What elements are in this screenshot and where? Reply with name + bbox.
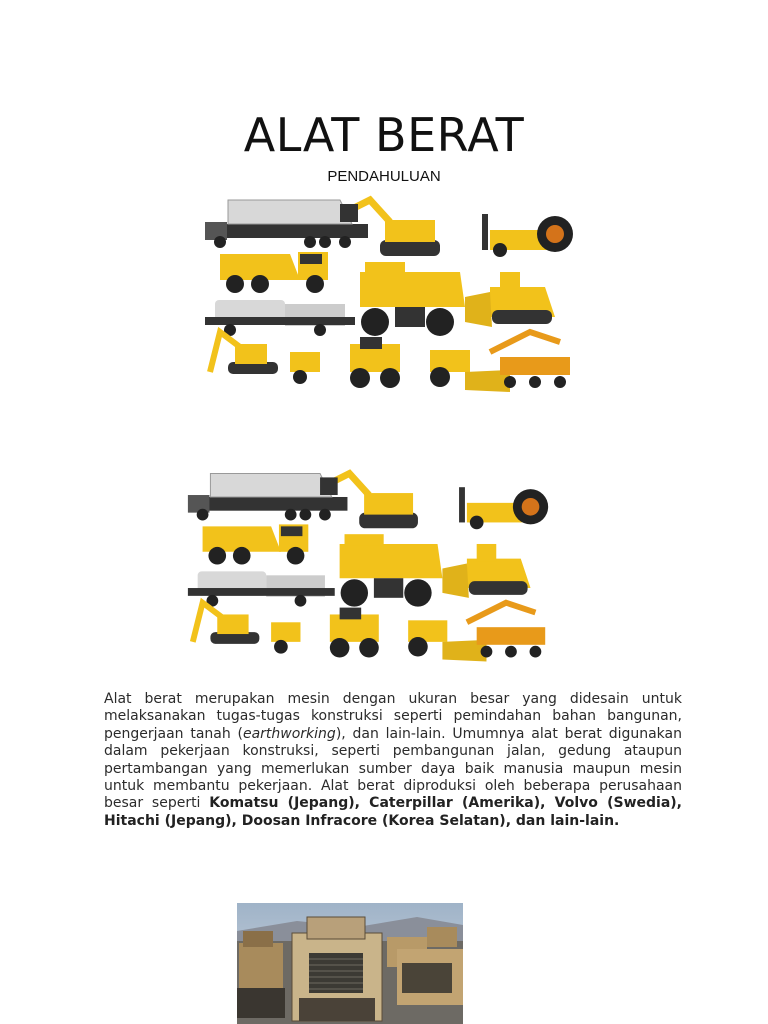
italic-term: earthworking	[242, 725, 336, 742]
heavy-equipment-collage	[200, 192, 580, 397]
intro-paragraph	[104, 691, 682, 830]
paragraph-text: ), dan lain-lain. Umumnya alat berat digunakan dalam pekerjaan konstruksi, seperti pembangunan jalan, gedung ataupun pertambangan yang memerlukan sumber daya baik manusia maupun mesin untuk membantu pekerjaan. Alat berat diproduksi oleh beberapa perusahaan besar seperti	[104, 725, 682, 812]
bulldozer-yard-photo	[237, 903, 463, 1024]
heavy-equipment-collage	[183, 461, 555, 671]
document-title: ALAT BERAT	[243, 108, 525, 162]
manufacturer-list: Komatsu (Jepang), Caterpillar (Amerika), Volvo (Swedia), Hitachi (Jepang), Doosan Infracore (Korea Selatan), dan lain-lain.	[104, 795, 682, 829]
paragraph-text: Alat berat merupakan mesin dengan ukuran besar yang didesain untuk melaksanakan tugas-tugas konstruksi seperti pemindahan bahan bangunan, pengerjaan tanah (	[104, 691, 682, 742]
document-subtitle: PENDAHULUAN	[327, 168, 441, 185]
